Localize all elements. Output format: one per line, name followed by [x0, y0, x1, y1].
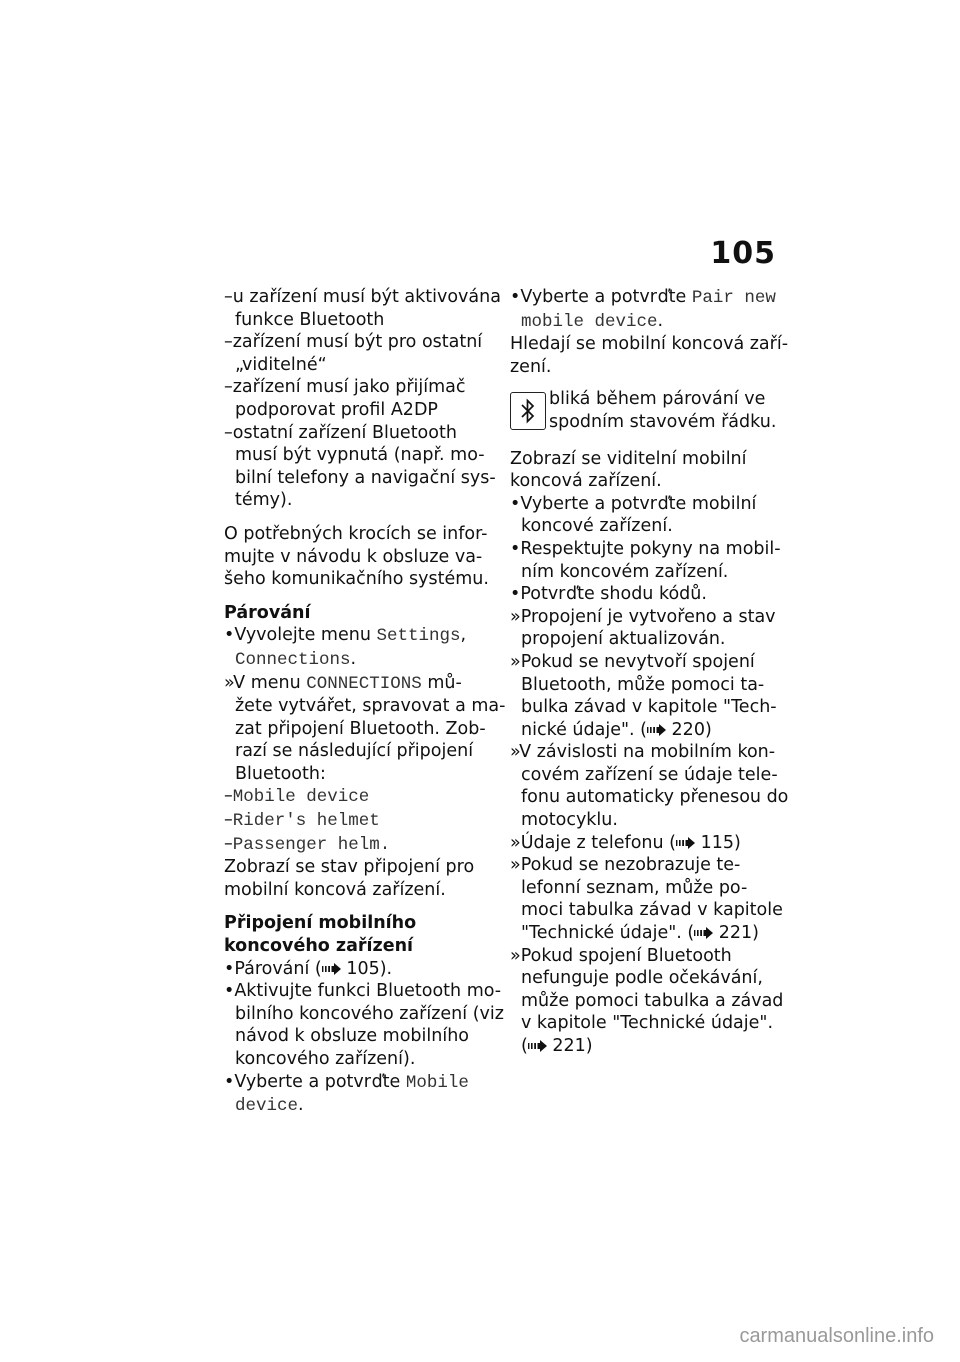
select-device: •Vyberte a potvrďte mobilní koncové zařízení. — [510, 493, 757, 537]
select-mobile-device: •Vyberte a potvrďte Mobile device. — [224, 1071, 469, 1117]
connections-menu-result: »V menu CONNECTIONS mů- žete vytvářet, spravovat a ma- zat připojení Bluetooth. Zob- razí se následující připojení Bluetooth: — [224, 672, 506, 784]
status-paragraph: Zobrazí se stav připojení pro mobilní koncová zařízení. — [224, 857, 475, 900]
menu-connections-upper: CONNECTIONS — [306, 673, 422, 694]
connection-failure: »Pokud se nevytvoří spojení Bluetooth, může pomoci ta- bulka závad v kapitole "Tech- nické údaje". ( 220) — [510, 651, 777, 740]
connection-list — [224, 785, 494, 856]
menu-settings: Settings — [376, 626, 461, 647]
follow-instructions: •Respektujte pokyny na mobil- ním koncovém zařízení. — [510, 538, 781, 582]
reference-arrow-icon — [676, 837, 695, 849]
list-item: –Mobile device — [224, 786, 370, 808]
bluetooth-malfunction: »Pokud spojení Bluetooth nefunguje podle očekávání, může pomoci tabulka a závad v kapitole "Technické údaje". ( 221) — [510, 945, 784, 1056]
activate-bluetooth: •Aktivujte funkci Bluetooth mo- bilního koncového zařízení (viz návod k obsluze mobilního koncového zařízení). — [224, 981, 504, 1069]
reference-arrow-icon — [528, 1040, 547, 1052]
searching-paragraph: Hledají se mobilní koncová zaří- zení. — [510, 334, 789, 377]
requirement-others-off: –ostatní zařízení Bluetooth musí být vypnutá (např. mo- bilní telefony a navigační sys- témy). — [224, 422, 496, 511]
bluetooth-icon — [510, 392, 546, 430]
list-item: –Passenger helm. — [224, 833, 391, 855]
phonebook-missing: »Pokud se nezobrazuje te- lefonní seznam, může po- moci tabulka závad v kapitole "Technické údaje". ( 221) — [510, 855, 783, 944]
pairing-reference: •Párování ( 105). — [224, 958, 393, 979]
reference-arrow-icon — [322, 963, 341, 975]
menu-instruction: •Vyvolejte menu Settings, Connections. — [224, 625, 467, 670]
confirm-codes: •Potvrďte shodu kódů. — [510, 584, 707, 605]
right-column — [510, 286, 789, 1058]
phone-data-reference: »Údaje z telefonu ( 115) — [510, 832, 741, 853]
left-column — [224, 286, 506, 1118]
requirement-a2dp: –zařízení musí jako přijímač podporovat profil A2DP — [224, 377, 466, 420]
connection-established: »Propojení je vytvořeno a stav propojení aktualizován. — [510, 606, 776, 650]
info-paragraph: O potřebných krocích se infor- mujte v návodu k obsluze va- šeho komunikačního systému. — [224, 523, 489, 590]
automatic-transfer: »V závislosti na mobilním kon- covém zařízení se údaje tele- fonu automaticky přenesou do motocyklu. — [510, 742, 789, 831]
menu-connections: Connections — [235, 649, 351, 670]
requirement-visible: –zařízení musí být pro ostatní „viditelné“ — [224, 332, 483, 375]
select-pair-new: •Vyberte a potvrďte Pair new mobile device. — [510, 287, 776, 332]
page-number: 105 — [710, 236, 776, 271]
requirement-bluetooth-active: –u zařízení musí být aktivována funkce Bluetooth — [224, 287, 501, 330]
bluetooth-indicator-note: bliká během párování ve spodním stavovém řádku. — [510, 388, 782, 433]
reference-arrow-icon — [647, 724, 666, 736]
pairing-heading: Párování — [224, 602, 311, 623]
connect-heading: Připojení mobilního koncového zařízení — [224, 913, 417, 957]
list-item: –Rider's helmet — [224, 810, 380, 832]
reference-arrow-icon — [694, 927, 713, 939]
watermark-link[interactable]: carmanualsonline.info — [739, 1325, 934, 1347]
visible-devices: Zobrazí se viditelní mobilní koncová zařízení. — [510, 448, 747, 492]
